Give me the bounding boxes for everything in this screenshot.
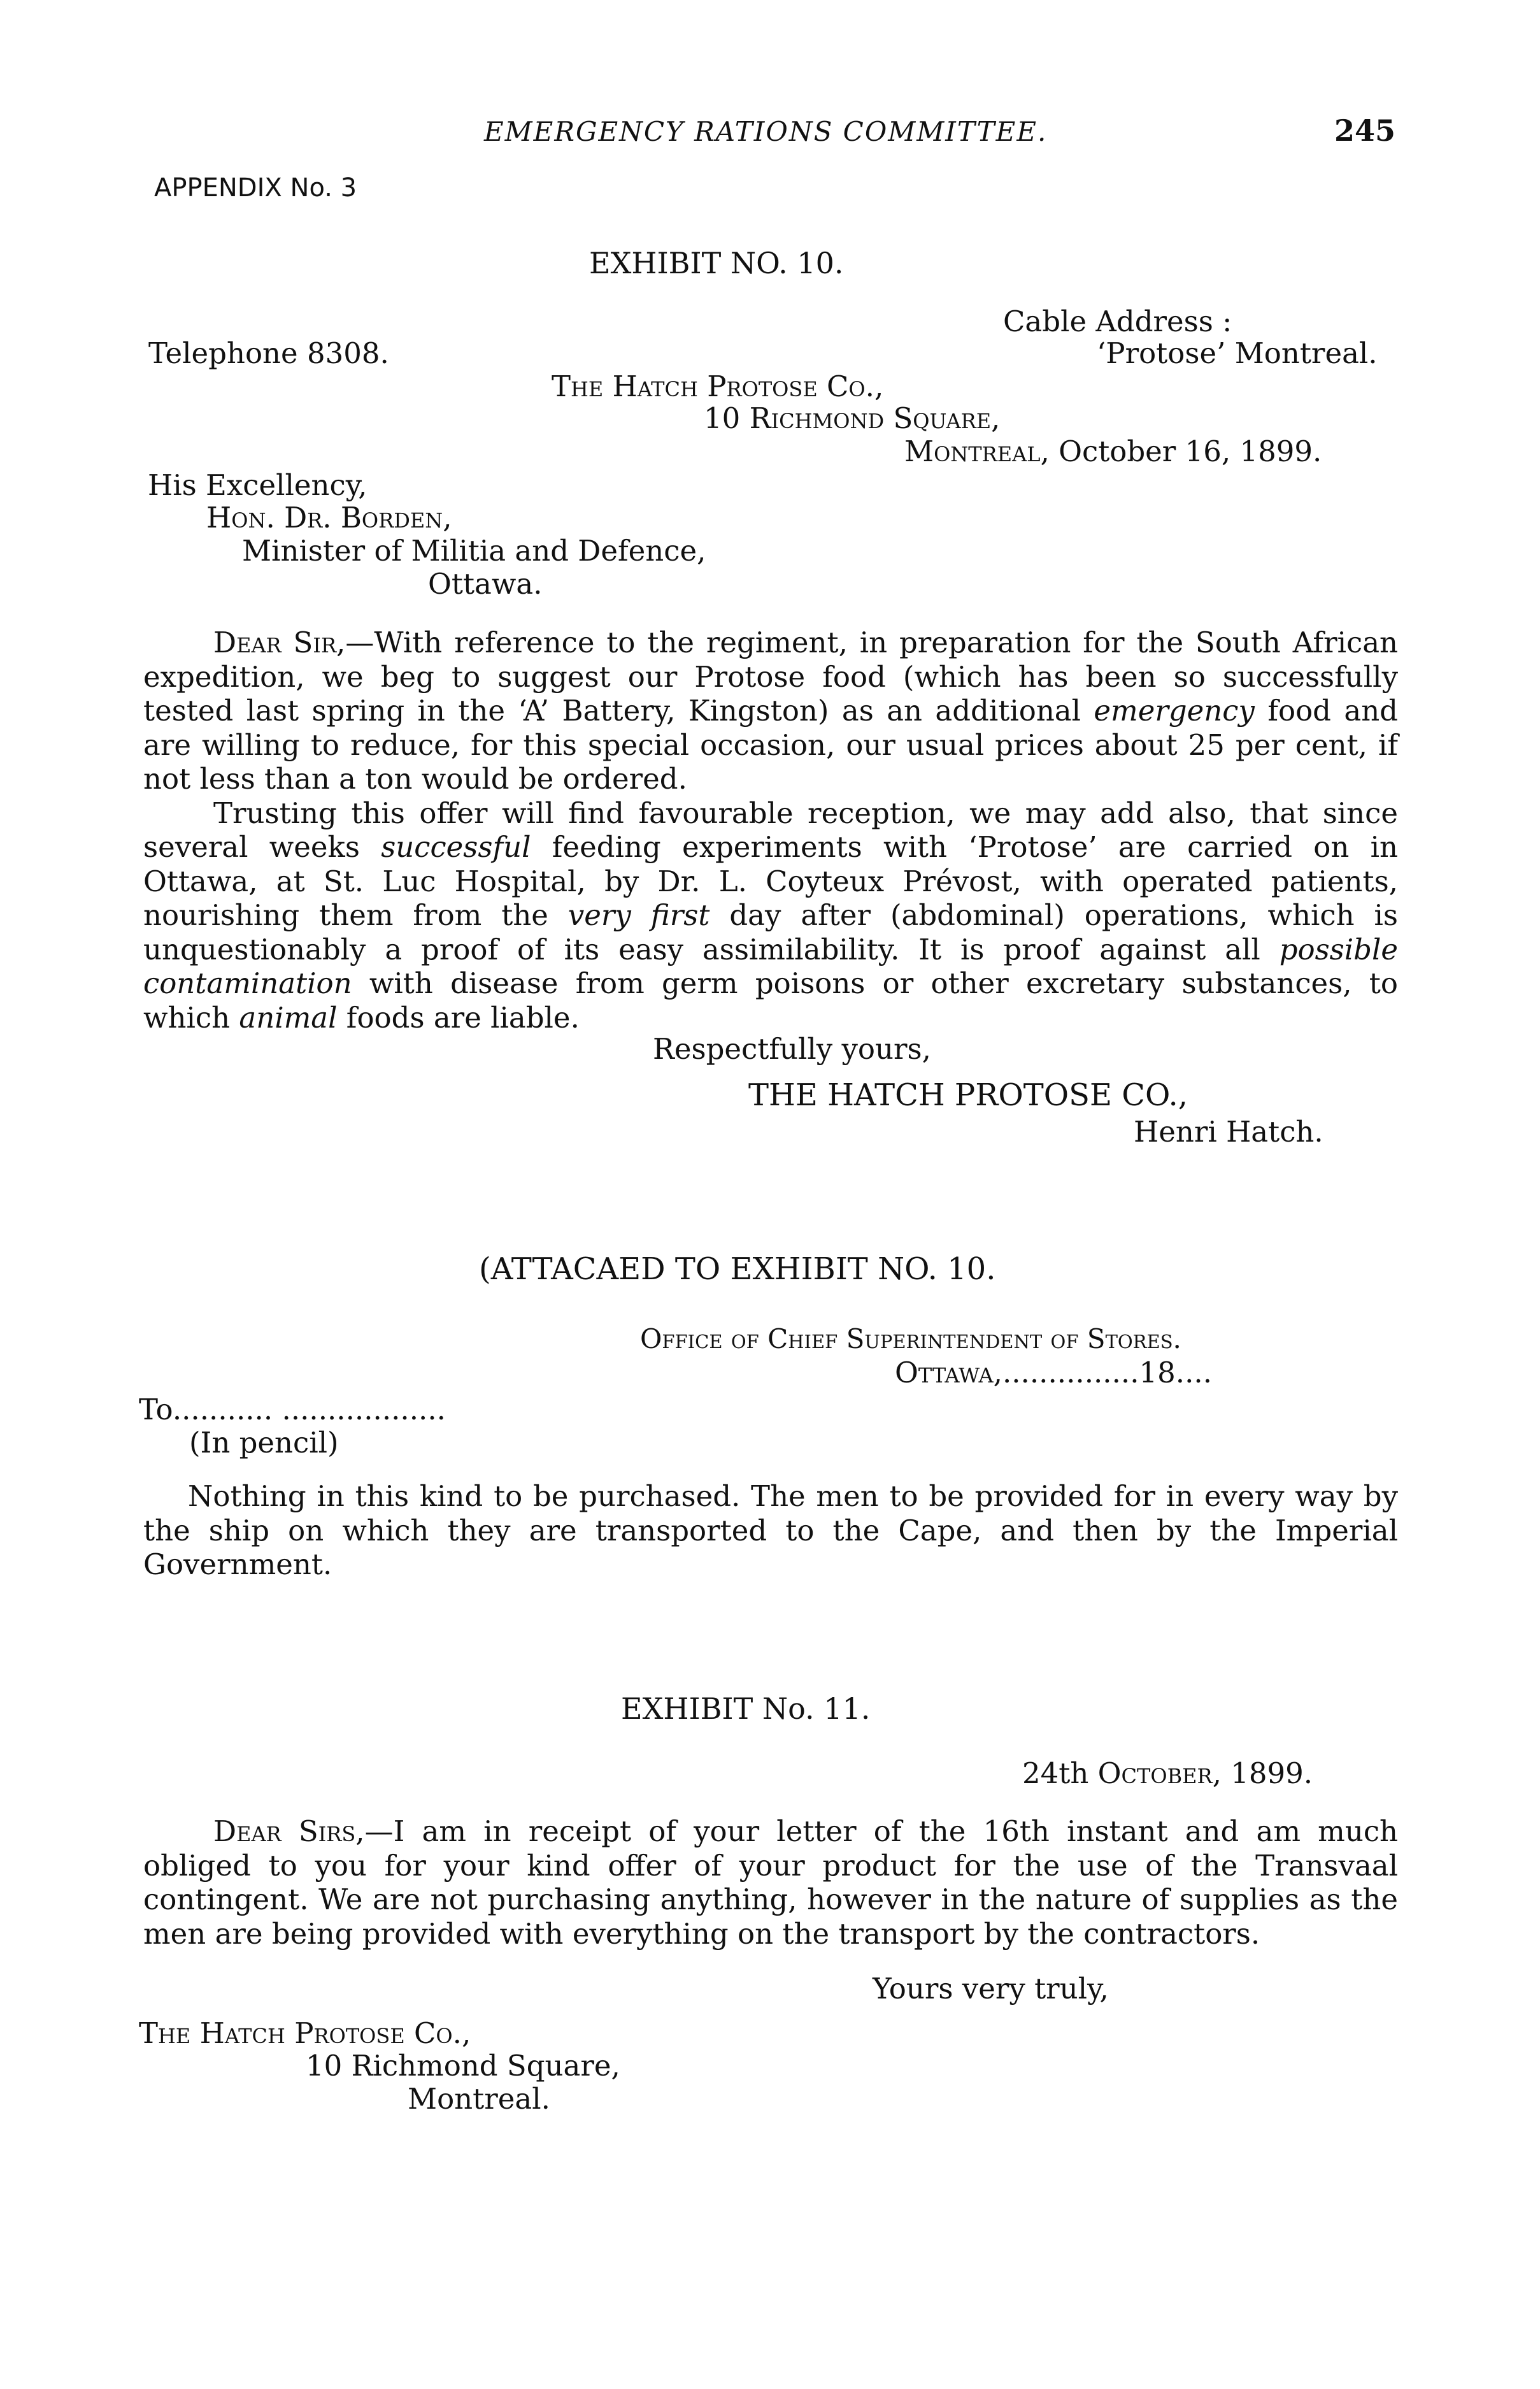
attached-body-text: Nothing in this kind to be purchased. The men to be provided for in every way by the ship on which they are transported to the Cape, and then by the Imperial Government. [143,1479,1398,1581]
sender-street: 10 Richmond Square, [704,401,1001,435]
signature-name: Henri Hatch. [1134,1115,1323,1149]
exhibit-11-closing: Yours very truly, [873,1972,1109,2005]
paragraph-2-emphasis-a: successful [381,830,531,864]
date-month: October, [1097,1756,1222,1790]
paragraph-2-text-e: foods are liable. [337,1000,580,1035]
paragraph-2 [143,796,1398,1035]
office-place: Ottawa, [895,1356,1002,1389]
salutation: Dear Sir, [213,626,346,659]
paragraph-2-text-c: day after (abdominal) operations, which is unquestionably a proof of its easy assimilability. It is proof against all [143,898,1398,966]
office-place-date [895,1356,1212,1390]
recipient-line-1: His Excellency, [148,468,367,502]
paragraph-2-text-b: feeding experiments with ‘Protose’ are carried on in Ottawa, at St. Luc Hospital, by Dr. L. Coyteux Prévost, with operated patients, nourishing them from the [143,830,1398,932]
exhibit-10-title: EXHIBIT NO. 10. [589,246,844,280]
paragraph-1-text-a: —With reference to the regiment, in preparation for the South African expedition, we beg to suggest our Protose food (which has been so successfully tested last spring in the ‘A’ Battery, Kingston) as an additional [143,626,1399,728]
closing: Respectfully yours, [653,1032,931,1066]
paragraph-1-emphasis: emergency [1094,694,1255,728]
date-year: 1899. [1230,1756,1313,1790]
attached-title: (ATTACAED TO EXHIBIT NO. 10. [479,1251,996,1287]
letter-date: October 16, 1899. [1059,434,1322,468]
sender-city-date [904,434,1322,469]
office-line: Office of Chief Superintendent of Stores. [640,1323,1181,1354]
paragraph-2-emphasis-d: animal [239,1000,338,1035]
recipient-line-3: Minister of Militia and Defence, [242,534,706,568]
to-line: To........... .................. [139,1393,446,1426]
letter-body-exhibit-10 [143,626,1398,1035]
addressee-city: Montreal. [408,2082,550,2116]
running-title: EMERGENCY RATIONS COMMITTEE. [484,116,1048,147]
paragraph-2-text-a: Trusting this offer will find favourable reception, we may add also, that since several weeks [143,796,1398,864]
sender-city: Montreal, [904,434,1050,468]
paragraph-2-emphasis-b: very first [567,898,710,932]
cable-address-value: ‘Protose’ Montreal. [1097,336,1378,370]
telephone-number: Telephone 8308. [148,336,389,370]
recipient-line-4: Ottawa. [428,567,543,601]
paragraph-1 [143,626,1398,796]
paragraph-1-text-b: food and are willing to reduce, for this special occasion, our usual prices about 25 per cent, if not less than a ton would be ordered. [143,694,1398,796]
exhibit-11-date [1022,1756,1313,1791]
signature-firm: THE HATCH PROTOSE CO., [748,1077,1188,1113]
appendix-label: APPENDIX No. 3 [154,173,357,203]
sender-firm: The Hatch Protose Co., [552,369,884,403]
exhibit-11-body [143,1814,1398,1951]
page-number: 245 [1334,113,1396,148]
cable-address-label: Cable Address : [1003,305,1232,338]
exhibit-11-title: EXHIBIT No. 11. [621,1691,871,1726]
exhibit-11-body-text: —I am in receipt of your letter of the 16th instant and am much obliged to you for your kind offer of your product for the use of the Transvaal contingent. We are not purchasing anything, however in the nature of supplies as the men are being provided with everything on the transport by the contractors. [143,1814,1398,1951]
paragraph-2-text-d: with disease from germ poisons or other excretary substances, to which [143,966,1398,1035]
date-day: 24th [1022,1756,1089,1790]
exhibit-11-paragraph [143,1814,1398,1951]
recipient-line-2: Hon. Dr. Borden, [206,501,452,534]
addressee-firm: The Hatch Protose Co., [139,2016,471,2050]
exhibit-11-salutation: Dear Sirs, [213,1814,365,1848]
in-pencil-note: (In pencil) [189,1426,339,1460]
office-date-blank: ...............18.... [1002,1356,1212,1389]
attached-body [143,1479,1398,1582]
paragraph-2-emphasis-c: possible contamination [143,932,1398,1000]
addressee-street: 10 Richmond Square, [306,2049,620,2083]
